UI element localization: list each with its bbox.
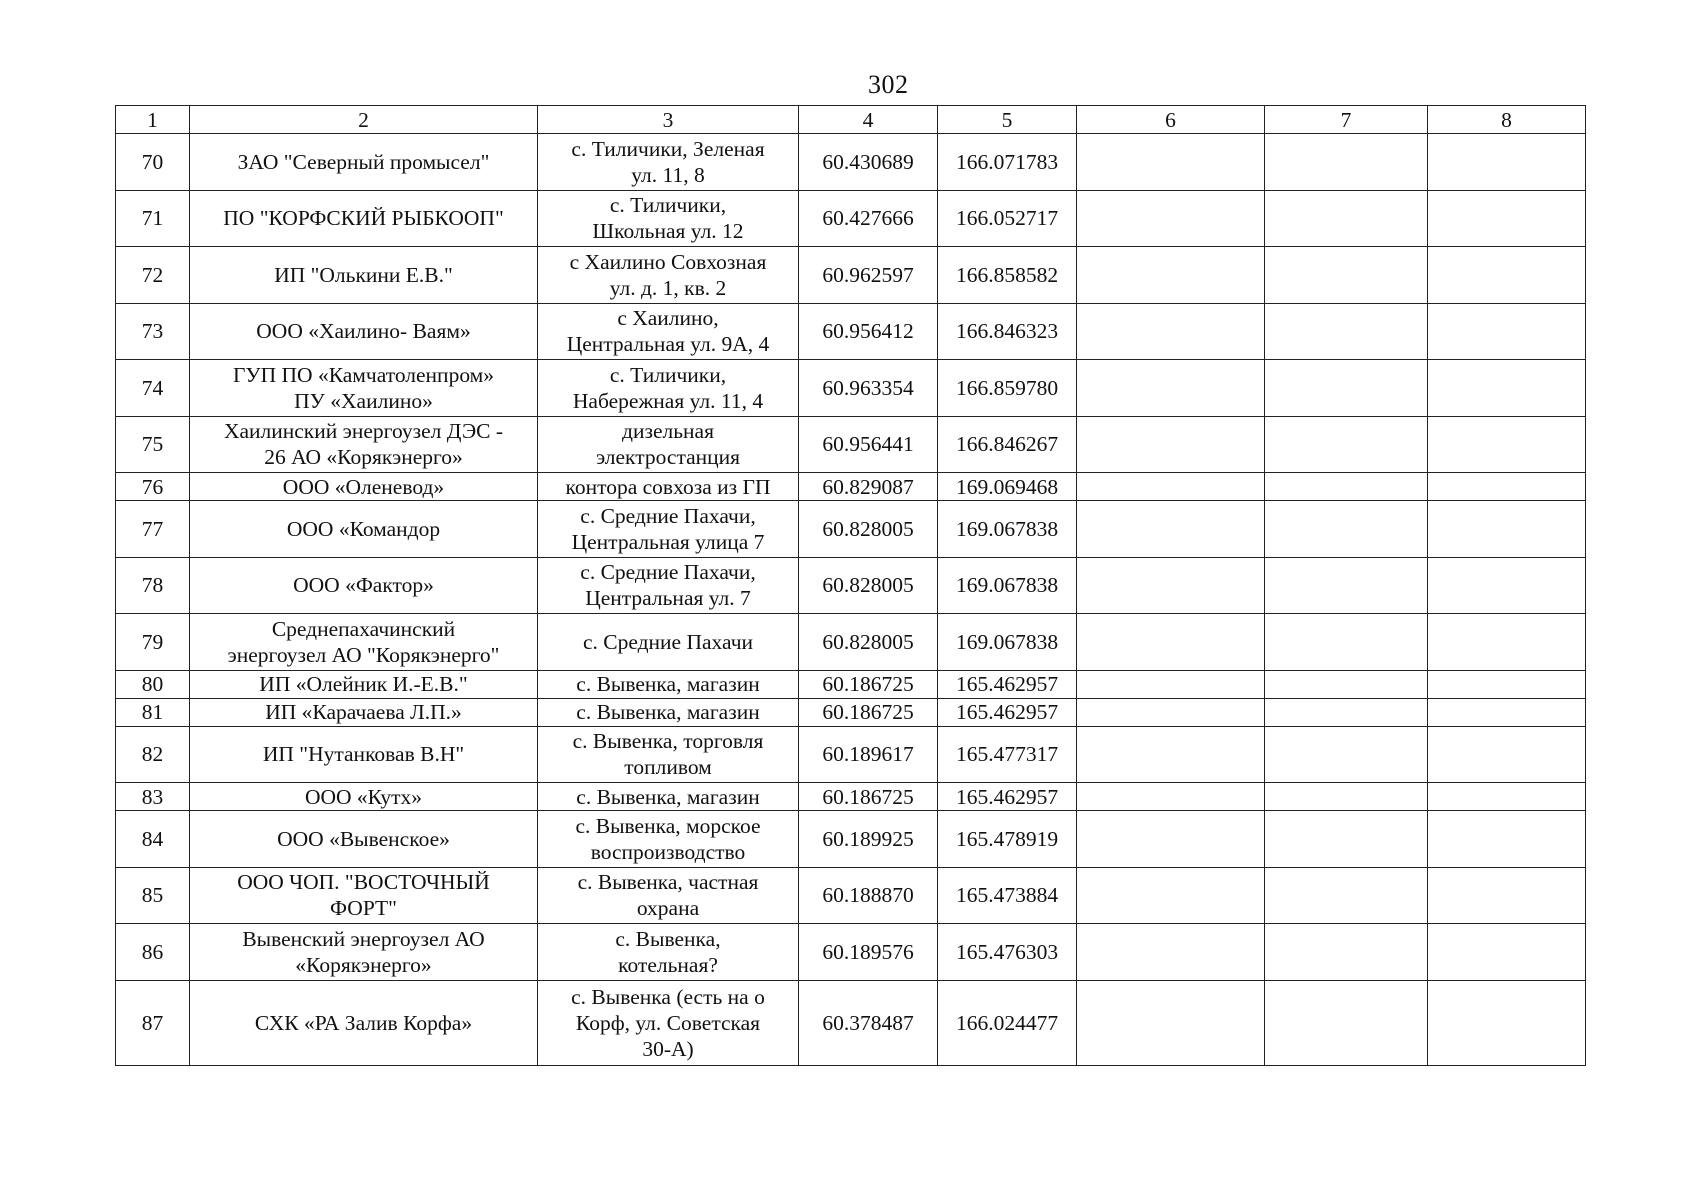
header-cell: 8 [1428, 106, 1586, 134]
column-8-cell [1428, 416, 1586, 473]
column-7-cell [1265, 557, 1428, 614]
column-6-cell [1077, 247, 1265, 304]
column-6-cell [1077, 783, 1265, 811]
organization-cell: ИП "Нутанковав В.Н" [190, 726, 538, 783]
row-number-cell: 71 [116, 190, 190, 247]
longitude-cell: 166.846267 [938, 416, 1077, 473]
column-6-cell [1077, 303, 1265, 360]
column-6-cell [1077, 360, 1265, 417]
column-6-cell [1077, 924, 1265, 981]
latitude-cell: 60.189576 [799, 924, 938, 981]
organization-cell: ООО ЧОП. "ВОСТОЧНЫЙ ФОРТ" [190, 867, 538, 924]
column-8-cell [1428, 247, 1586, 304]
latitude-cell: 60.186725 [799, 698, 938, 726]
longitude-cell: 165.473884 [938, 867, 1077, 924]
address-cell: с. Вывенка, торговля топливом [538, 726, 799, 783]
column-6-cell [1077, 980, 1265, 1065]
column-7-cell [1265, 614, 1428, 671]
column-6-cell [1077, 811, 1265, 868]
address-cell: с. Средние Пахачи, Центральная ул. 7 [538, 557, 799, 614]
column-7-cell [1265, 670, 1428, 698]
latitude-cell: 60.828005 [799, 614, 938, 671]
table-row [116, 783, 1586, 811]
row-number-cell: 85 [116, 867, 190, 924]
address-cell: с. Вывенка, морское воспроизводство [538, 811, 799, 868]
row-number-cell: 77 [116, 501, 190, 558]
latitude-cell: 60.427666 [799, 190, 938, 247]
organization-cell: ИП «Олейник И.-Е.В." [190, 670, 538, 698]
organization-cell: ЗАО "Северный промысел" [190, 134, 538, 191]
page-number [0, 70, 1697, 100]
column-6-cell [1077, 726, 1265, 783]
latitude-cell: 60.828005 [799, 501, 938, 558]
column-7-cell [1265, 190, 1428, 247]
latitude-cell: 60.189617 [799, 726, 938, 783]
address-cell: с. Вывенка, частная охрана [538, 867, 799, 924]
row-number-cell: 73 [116, 303, 190, 360]
header-cell: 6 [1077, 106, 1265, 134]
column-6-cell [1077, 190, 1265, 247]
address-cell: с. Вывенка, котельная? [538, 924, 799, 981]
column-8-cell [1428, 980, 1586, 1065]
latitude-cell: 60.963354 [799, 360, 938, 417]
column-6-cell [1077, 557, 1265, 614]
table-row [116, 811, 1586, 868]
table-row [116, 501, 1586, 558]
table-row [116, 134, 1586, 191]
column-7-cell [1265, 698, 1428, 726]
table-row [116, 867, 1586, 924]
address-cell: с. Вывенка (есть на о Корф, ул. Советская 30-А) [538, 980, 799, 1065]
row-number-cell: 70 [116, 134, 190, 191]
header-cell: 1 [116, 106, 190, 134]
column-6-cell [1077, 670, 1265, 698]
longitude-cell: 165.462957 [938, 670, 1077, 698]
address-cell: с. Вывенка, магазин [538, 670, 799, 698]
column-7-cell [1265, 501, 1428, 558]
row-number-cell: 75 [116, 416, 190, 473]
column-7-cell [1265, 416, 1428, 473]
organization-cell: ПО "КОРФСКИЙ РЫБКООП" [190, 190, 538, 247]
column-6-cell [1077, 134, 1265, 191]
latitude-cell: 60.828005 [799, 557, 938, 614]
table-row [116, 247, 1586, 304]
organization-cell: Хаилинский энергоузел ДЭС - 26 АО «Корякэнерго» [190, 416, 538, 473]
address-cell: с. Тиличики, Школьная ул. 12 [538, 190, 799, 247]
table-row [116, 980, 1586, 1065]
column-8-cell [1428, 726, 1586, 783]
column-7-cell [1265, 247, 1428, 304]
column-8-cell [1428, 924, 1586, 981]
column-7-cell [1265, 980, 1428, 1065]
longitude-cell: 165.462957 [938, 783, 1077, 811]
address-cell: с. Вывенка, магазин [538, 698, 799, 726]
column-8-cell [1428, 360, 1586, 417]
column-7-cell [1265, 783, 1428, 811]
latitude-cell: 60.186725 [799, 783, 938, 811]
longitude-cell: 166.024477 [938, 980, 1077, 1065]
longitude-cell: 166.858582 [938, 247, 1077, 304]
table-row [116, 614, 1586, 671]
column-8-cell [1428, 670, 1586, 698]
address-cell: с Хаилино, Центральная ул. 9А, 4 [538, 303, 799, 360]
organization-cell: ИП "Олькини Е.В." [190, 247, 538, 304]
row-number-cell: 87 [116, 980, 190, 1065]
column-6-cell [1077, 473, 1265, 501]
latitude-cell: 60.378487 [799, 980, 938, 1065]
page-number-text: 302 [868, 70, 909, 99]
column-6-cell [1077, 501, 1265, 558]
column-8-cell [1428, 303, 1586, 360]
table-row [116, 698, 1586, 726]
longitude-cell: 165.477317 [938, 726, 1077, 783]
table-row [116, 557, 1586, 614]
row-number-cell: 82 [116, 726, 190, 783]
column-8-cell [1428, 698, 1586, 726]
latitude-cell: 60.186725 [799, 670, 938, 698]
organization-cell: ГУП ПО «Камчатоленпром» ПУ «Хаилино» [190, 360, 538, 417]
row-number-cell: 86 [116, 924, 190, 981]
organization-cell: ООО «Хаилино- Ваям» [190, 303, 538, 360]
row-number-cell: 81 [116, 698, 190, 726]
longitude-cell: 166.071783 [938, 134, 1077, 191]
column-7-cell [1265, 134, 1428, 191]
table-row [116, 360, 1586, 417]
column-8-cell [1428, 614, 1586, 671]
column-7-cell [1265, 867, 1428, 924]
row-number-cell: 74 [116, 360, 190, 417]
table-row [116, 924, 1586, 981]
organization-cell: ООО «Кутх» [190, 783, 538, 811]
address-cell: с. Вывенка, магазин [538, 783, 799, 811]
table-row [116, 726, 1586, 783]
column-8-cell [1428, 557, 1586, 614]
latitude-cell: 60.189925 [799, 811, 938, 868]
address-cell: дизельная электростанция [538, 416, 799, 473]
organization-cell: ООО «Оленевод» [190, 473, 538, 501]
table-body [116, 106, 1586, 1066]
column-6-cell [1077, 698, 1265, 726]
column-8-cell [1428, 134, 1586, 191]
address-cell: с. Средние Пахачи, Центральная улица 7 [538, 501, 799, 558]
column-7-cell [1265, 924, 1428, 981]
row-number-cell: 79 [116, 614, 190, 671]
address-cell: контора совхоза из ГП [538, 473, 799, 501]
longitude-cell: 165.476303 [938, 924, 1077, 981]
column-6-cell [1077, 614, 1265, 671]
table-row [116, 303, 1586, 360]
longitude-cell: 166.052717 [938, 190, 1077, 247]
organization-cell: ООО «Вывенское» [190, 811, 538, 868]
header-cell: 3 [538, 106, 799, 134]
address-cell: с Хаилино Совхозная ул. д. 1, кв. 2 [538, 247, 799, 304]
longitude-cell: 169.067838 [938, 557, 1077, 614]
organization-cell: ООО «Командор [190, 501, 538, 558]
column-6-cell [1077, 416, 1265, 473]
table-row [116, 190, 1586, 247]
address-cell: с. Средние Пахачи [538, 614, 799, 671]
row-number-cell: 83 [116, 783, 190, 811]
table-row [116, 670, 1586, 698]
longitude-cell: 169.067838 [938, 501, 1077, 558]
column-8-cell [1428, 811, 1586, 868]
longitude-cell: 166.846323 [938, 303, 1077, 360]
organization-cell: СХК «РА Залив Корфа» [190, 980, 538, 1065]
latitude-cell: 60.430689 [799, 134, 938, 191]
column-7-cell [1265, 303, 1428, 360]
header-cell: 2 [190, 106, 538, 134]
longitude-cell: 165.462957 [938, 698, 1077, 726]
table-row [116, 473, 1586, 501]
column-8-cell [1428, 473, 1586, 501]
header-cell: 5 [938, 106, 1077, 134]
latitude-cell: 60.962597 [799, 247, 938, 304]
row-number-cell: 84 [116, 811, 190, 868]
longitude-cell: 169.069468 [938, 473, 1077, 501]
header-cell: 4 [799, 106, 938, 134]
organization-cell: Вывенский энергоузел АО «Корякэнерго» [190, 924, 538, 981]
latitude-cell: 60.956412 [799, 303, 938, 360]
longitude-cell: 169.067838 [938, 614, 1077, 671]
address-cell: с. Тиличики, Зеленая ул. 11, 8 [538, 134, 799, 191]
row-number-cell: 72 [116, 247, 190, 304]
latitude-cell: 60.188870 [799, 867, 938, 924]
table-row [116, 416, 1586, 473]
column-7-cell [1265, 360, 1428, 417]
column-8-cell [1428, 501, 1586, 558]
column-7-cell [1265, 811, 1428, 868]
organization-cell: Среднепахачинский энергоузел АО "Корякэнерго" [190, 614, 538, 671]
row-number-cell: 76 [116, 473, 190, 501]
latitude-cell: 60.956441 [799, 416, 938, 473]
table-header-row [116, 106, 1586, 134]
column-8-cell [1428, 783, 1586, 811]
column-7-cell [1265, 726, 1428, 783]
row-number-cell: 78 [116, 557, 190, 614]
header-cell: 7 [1265, 106, 1428, 134]
organization-cell: ИП «Карачаева Л.П.» [190, 698, 538, 726]
organization-cell: ООО «Фактор» [190, 557, 538, 614]
latitude-cell: 60.829087 [799, 473, 938, 501]
longitude-cell: 165.478919 [938, 811, 1077, 868]
longitude-cell: 166.859780 [938, 360, 1077, 417]
address-cell: с. Тиличики, Набережная ул. 11, 4 [538, 360, 799, 417]
data-table [115, 105, 1586, 1066]
column-8-cell [1428, 190, 1586, 247]
column-8-cell [1428, 867, 1586, 924]
row-number-cell: 80 [116, 670, 190, 698]
column-6-cell [1077, 867, 1265, 924]
column-7-cell [1265, 473, 1428, 501]
